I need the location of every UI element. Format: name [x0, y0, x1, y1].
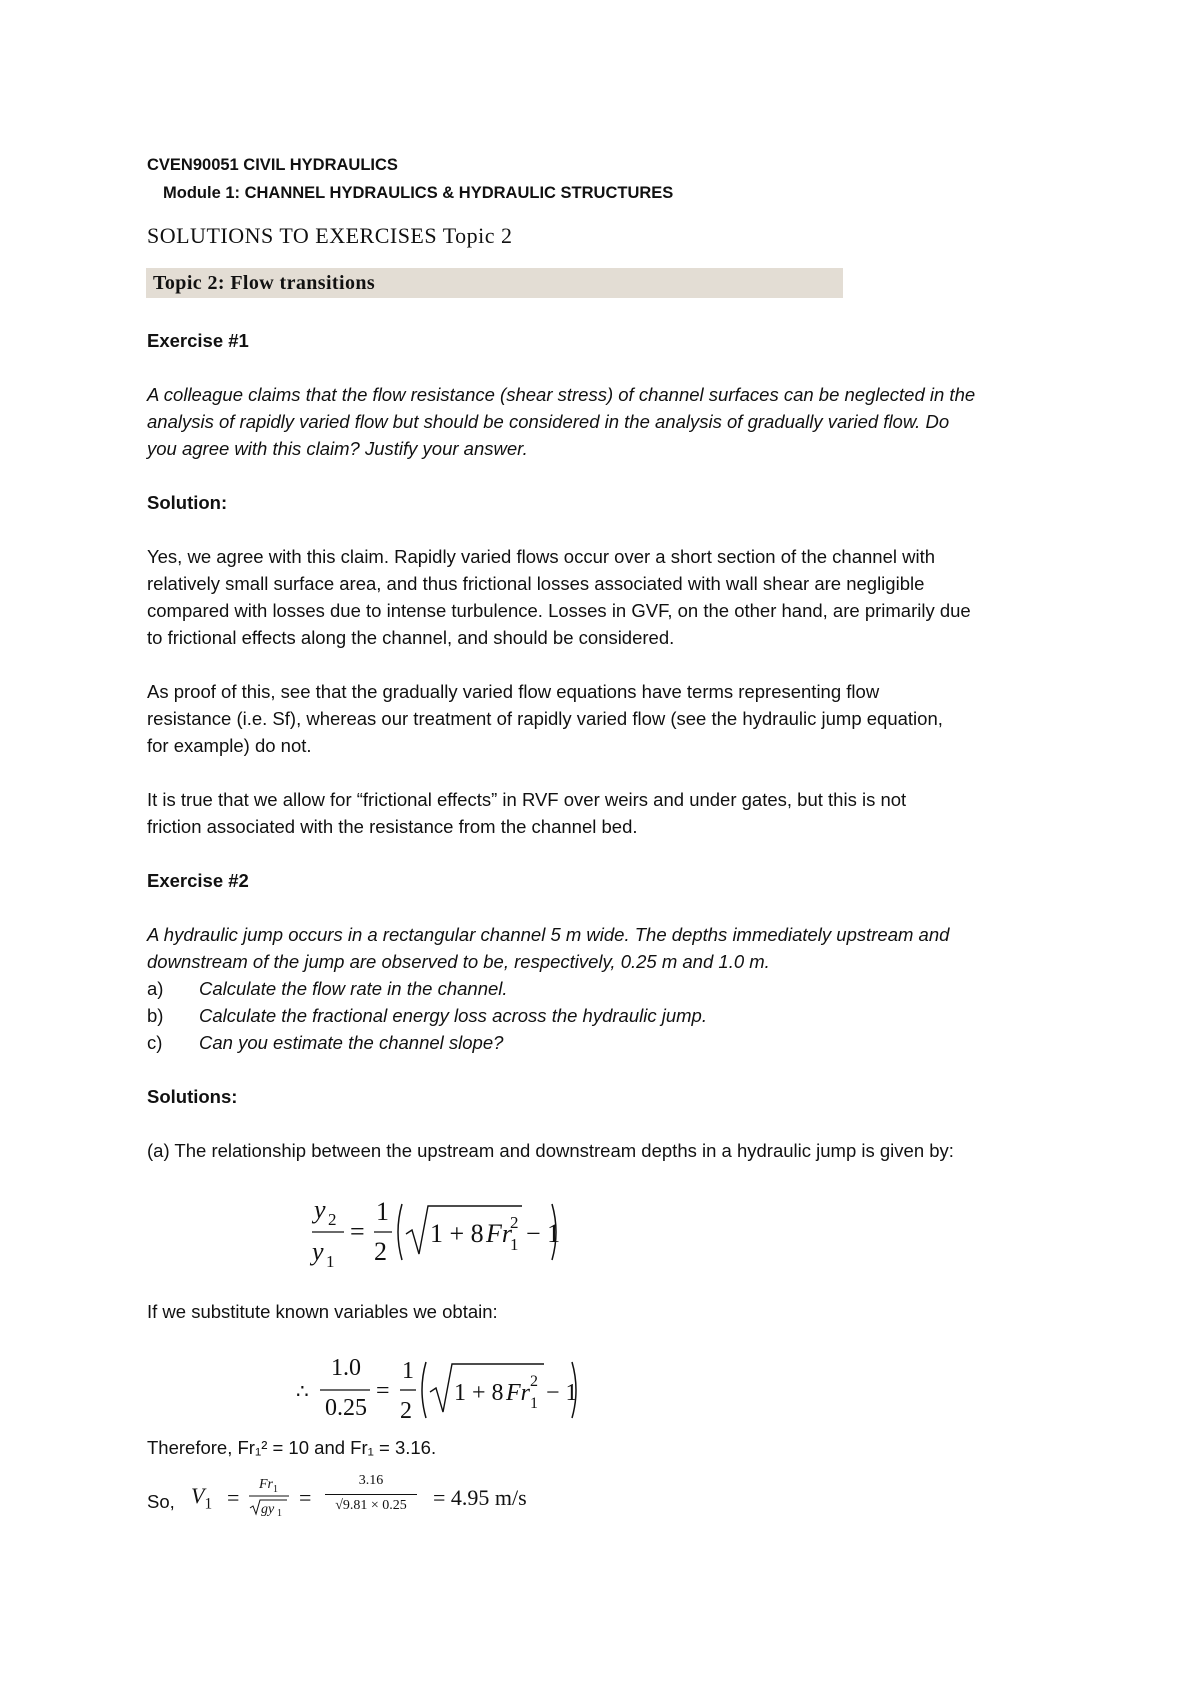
- hydraulic-jump-equation: [300, 1188, 560, 1270]
- module-title: Module 1: CHANNEL HYDRAULICS & HYDRAULIC STRUCTURES: [163, 184, 674, 202]
- proof-paragraph-line: As proof of this, see that the gradually varied flow equations have terms representing flow: [147, 681, 880, 702]
- item-text: Can you estimate the channel slope?: [199, 1032, 504, 1053]
- friction-paragraph-line: It is true that we allow for “frictional effects” in RVF over weirs and under gates, but this is not: [147, 789, 907, 810]
- svg-text:Fr: Fr: [506, 1380, 530, 1406]
- velocity-numerator: 3.16: [358, 1473, 384, 1488]
- equals-sign: =: [299, 1485, 312, 1510]
- svg-text:2: 2: [510, 1213, 519, 1232]
- svg-text:=: =: [376, 1378, 390, 1404]
- solutions-title: SOLUTIONS TO EXERCISES Topic 2: [147, 223, 513, 248]
- svg-text:1: 1: [326, 1252, 335, 1270]
- question-item-b: [147, 1002, 707, 1029]
- proof-paragraph-line: resistance (i.e. Sf), whereas our treatment of rapidly varied flow (see the hydraulic jump equation,: [147, 708, 943, 729]
- svg-text:1 + 8: 1 + 8: [454, 1380, 504, 1406]
- part-a-label: (a): [147, 1140, 170, 1161]
- solutions-heading: Solutions:: [147, 1086, 238, 1107]
- velocity-denominator: √9.81 × 0.25: [335, 1498, 407, 1513]
- svg-text:y: y: [314, 1195, 326, 1224]
- svg-text:− 1: − 1: [546, 1380, 578, 1406]
- friction-paragraph-line: friction associated with the resistance from the channel bed.: [147, 816, 638, 837]
- svg-text:Fr: Fr: [259, 1477, 273, 1492]
- svg-text:2: 2: [374, 1237, 387, 1266]
- svg-text:1: 1: [402, 1358, 414, 1384]
- substitute-text: If we substitute known variables we obtain:: [147, 1301, 498, 1322]
- svg-text:2: 2: [328, 1210, 337, 1229]
- therefore-text: Therefore, Fr₁² = 10 and Fr₁ = 3.16.: [147, 1437, 437, 1458]
- froude-over-root-gy: [247, 1474, 291, 1520]
- so-label: So,: [147, 1491, 175, 1512]
- solution-paragraph-line: relatively small surface area, and thus frictional losses associated with wall shear are negligible: [147, 573, 925, 594]
- svg-text:=: =: [350, 1217, 365, 1246]
- exercise-1-heading: Exercise #1: [147, 330, 249, 351]
- exercise-2-heading: Exercise #2: [147, 870, 249, 891]
- velocity-line: [147, 1473, 527, 1528]
- item-text: Calculate the flow rate in the channel.: [199, 978, 508, 999]
- equals-sign: =: [227, 1485, 240, 1510]
- item-marker: b): [147, 1005, 164, 1026]
- velocity-result: = 4.95 m/s: [433, 1485, 527, 1510]
- svg-text:1 + 8: 1 + 8: [430, 1219, 484, 1248]
- svg-text:gy: gy: [261, 1502, 275, 1517]
- solution-paragraph-line: Yes, we agree with this claim. Rapidly varied flows occur over a short section of the channel with: [147, 546, 936, 567]
- exercise-2-question-line: downstream of the jump are observed to be, respectively, 0.25 m and 1.0 m.: [147, 951, 770, 972]
- svg-text:1: 1: [273, 1484, 278, 1495]
- proof-paragraph-line: for example) do not.: [147, 735, 312, 756]
- substituted-equation: [296, 1346, 580, 1430]
- svg-text:1: 1: [510, 1235, 519, 1254]
- fraction-bar: [325, 1494, 417, 1495]
- svg-text:∴: ∴: [296, 1381, 309, 1403]
- item-text: Calculate the fractional energy loss across the hydraulic jump.: [199, 1005, 707, 1026]
- fraction-denominator: 0.25: [325, 1395, 367, 1421]
- svg-text:2: 2: [400, 1398, 412, 1424]
- exercise-1-question-line: you agree with this claim? Justify your answer.: [147, 438, 528, 459]
- velocity-symbol: $V_1$: [191, 1483, 213, 1513]
- svg-text:1: 1: [277, 1508, 282, 1519]
- exercise-2-question-line: A hydraulic jump occurs in a rectangular channel 5 m wide. The depths immediately upstream and: [147, 924, 950, 945]
- topic-banner: [146, 268, 843, 298]
- question-item-a: [147, 975, 508, 1002]
- svg-text:y: y: [312, 1237, 324, 1266]
- solution-paragraph-line: to frictional effects along the channel, and should be considered.: [147, 627, 675, 648]
- svg-text:1: 1: [376, 1197, 389, 1226]
- svg-text:− 1: − 1: [526, 1219, 560, 1248]
- exercise-1-question-line: A colleague claims that the flow resistance (shear stress) of channel surfaces can be neglected in the: [147, 384, 976, 405]
- fraction-numerator: 1.0: [331, 1355, 361, 1381]
- exercise-1-question-line: analysis of rapidly varied flow but should be considered in the analysis of gradually varied flow. Do: [147, 411, 950, 432]
- solution-heading: Solution:: [147, 492, 228, 513]
- solution-paragraph-line: compared with losses due to intense turbulence. Losses in GVF, on the other hand, are primarily due: [147, 600, 971, 621]
- course-title: CVEN90051 CIVIL HYDRAULICS: [147, 156, 398, 174]
- topic-title: Topic 2: Flow transitions: [153, 272, 376, 294]
- question-item-c: [147, 1029, 503, 1056]
- item-marker: a): [147, 978, 164, 999]
- item-marker: c): [147, 1032, 163, 1053]
- svg-text:1: 1: [530, 1395, 538, 1412]
- part-a-intro: [147, 1137, 954, 1164]
- svg-text:Fr: Fr: [486, 1219, 512, 1248]
- svg-text:2: 2: [530, 1373, 538, 1390]
- velocity-fraction: [319, 1472, 423, 1520]
- part-a-text: The relationship between the upstream and downstream depths in a hydraulic jump is given by:: [169, 1140, 954, 1161]
